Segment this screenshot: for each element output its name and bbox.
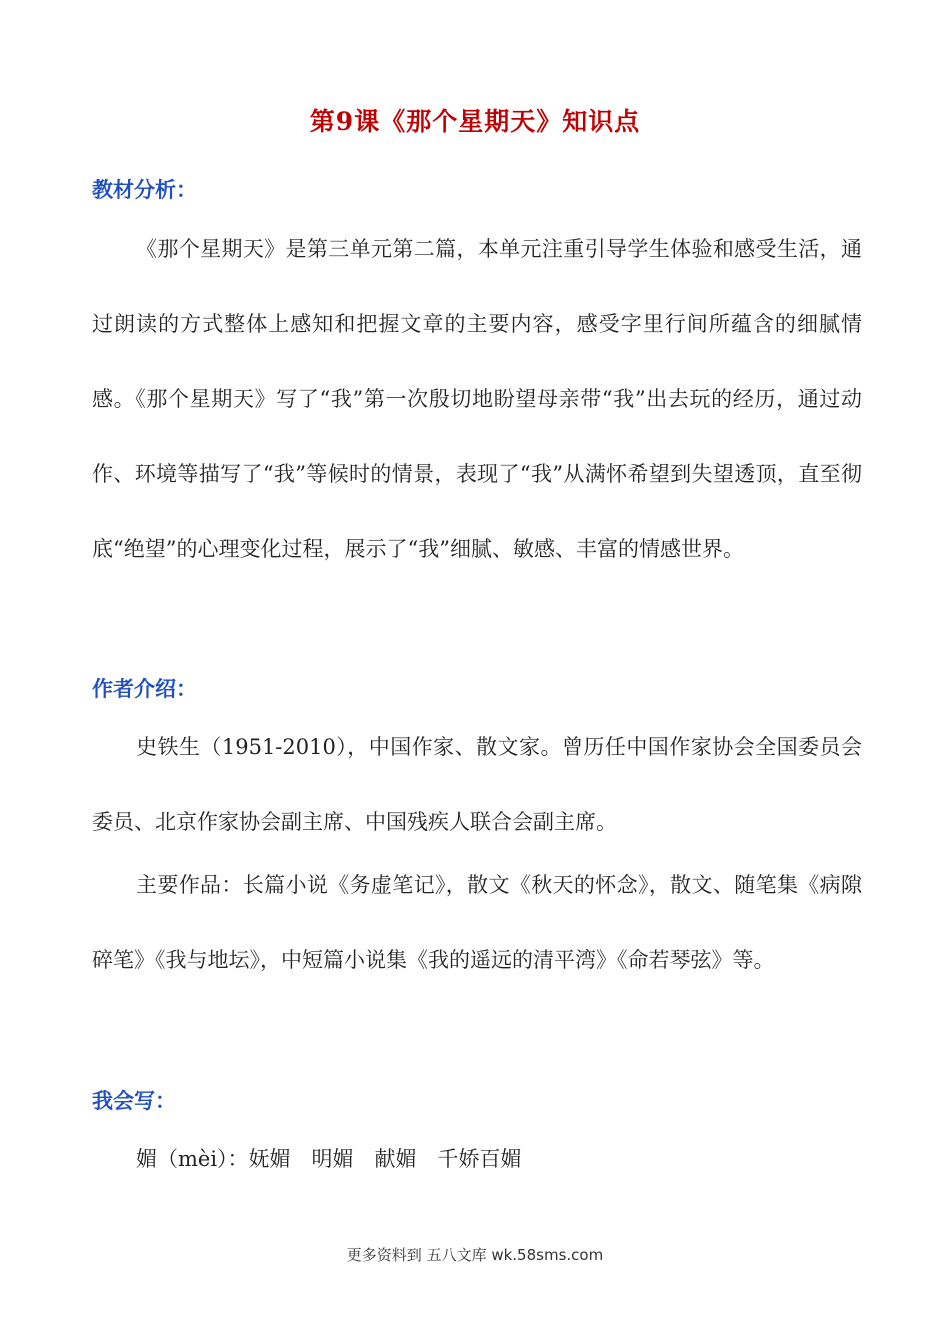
write-heading: 我会写： [92, 1089, 176, 1113]
page-title: 第9课《那个星期天》知识点 [309, 107, 641, 136]
author-works-paragraph: 主要作品：长篇小说《务虚笔记》，散文《秋天的怀念》，散文、随笔集《病隙碎笔》《我与地坛》，中短篇小说集《我的遥远的清平湾》《命若琴弦》等。 [92, 873, 862, 972]
analysis-heading: 教材分析： [92, 178, 197, 202]
author-heading: 作者介绍： [92, 677, 197, 701]
footer-link-text: 更多资料到 五八文库 wk.58sms.com [346, 1246, 604, 1264]
vocab-line: 媚（mèi）：妩媚 明媚 献媚 千娇百媚 [136, 1147, 522, 1171]
author-bio-paragraph: 史铁生（1951-2010），中国作家、散文家。曾历任中国作家协会全国委员会委员、北京作家协会副主席、中国残疾人联合会副主席。 [92, 735, 862, 834]
analysis-paragraph: 《那个星期天》是第三单元第二篇，本单元注重引导学生体验和感受生活，通过朗读的方式整体上感知和把握文章的主要内容，感受字里行间所蕴含的细腻情感。《那个星期天》写了“我”第一次殷切地盼望母亲带“我”出去玩的经历，通过动作、环境等描写了“我”等候时的情景，表现了“我”从满怀希望到失望透顶，直至彻底“绝望”的心理变化过程，展示了“我”细腻、敏感、丰富的情感世界。 [92, 237, 862, 561]
